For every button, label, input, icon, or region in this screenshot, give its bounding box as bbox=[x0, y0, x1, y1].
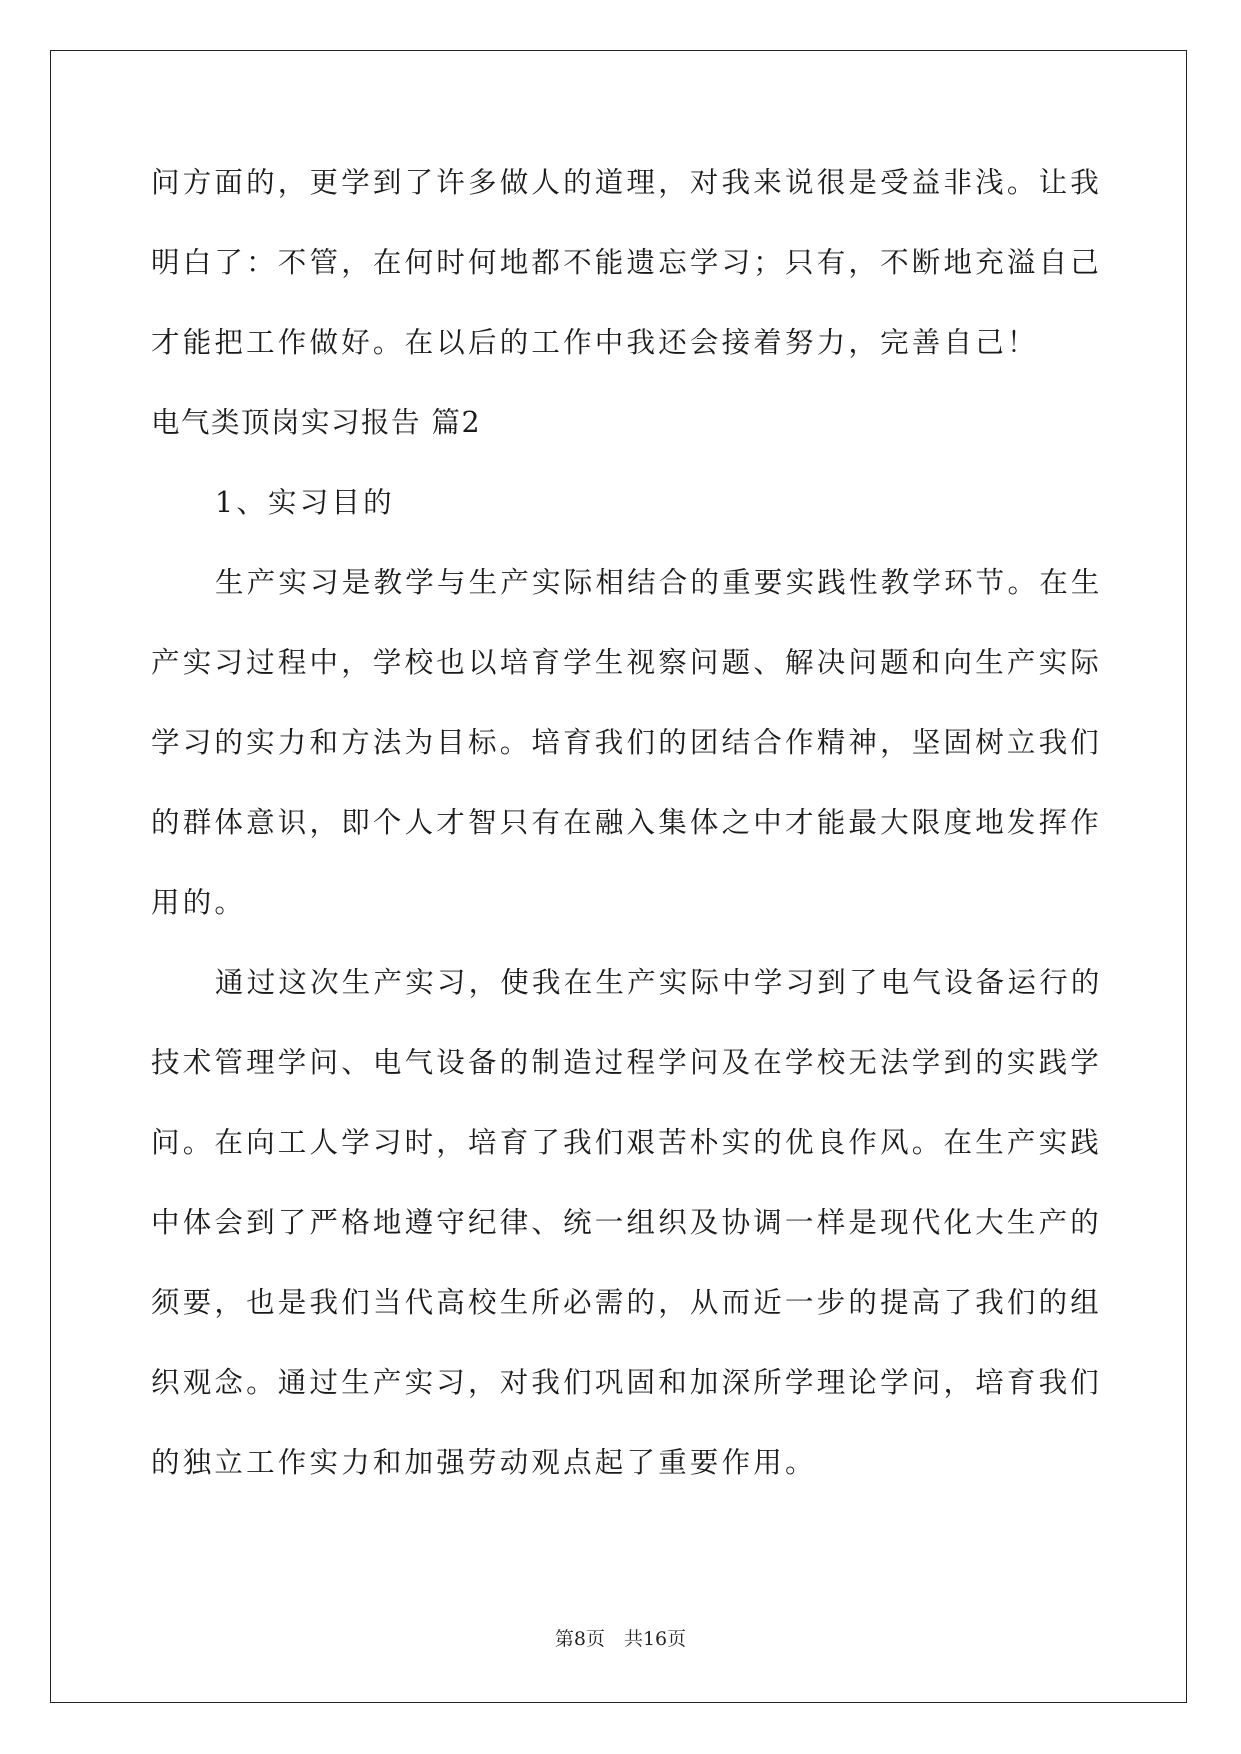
subsection-heading: 1、实习目的 bbox=[215, 486, 395, 519]
paragraph-line: 织观念。通过生产实习，对我们巩固和加深所学理论学问，培育我们 bbox=[151, 1366, 1103, 1399]
paragraph-line: 技术管理学问、电气设备的制造过程学问及在学校无法学到的实践学 bbox=[151, 1046, 1103, 1079]
paragraph-line: 用的。 bbox=[151, 886, 247, 919]
page-number-footer: 第8页 共16页 bbox=[554, 1628, 687, 1650]
section-heading: 电气类顶岗实习报告 篇2 bbox=[151, 406, 482, 439]
paragraph-line: 中体会到了严格地遵守纪律、统一组织及协调一样是现代化大生产的 bbox=[151, 1206, 1103, 1239]
paragraph-line: 问。在向工人学习时，培育了我们艰苦朴实的优良作风。在生产实践 bbox=[151, 1126, 1103, 1159]
paragraph-line: 才能把工作做好。在以后的工作中我还会接着努力，完善自己！ bbox=[151, 326, 1039, 359]
paragraph-line: 学习的实力和方法为目标。培育我们的团结合作精神，坚固树立我们 bbox=[151, 726, 1103, 759]
paragraph-line: 的群体意识，即个人才智只有在融入集体之中才能最大限度地发挥作 bbox=[151, 806, 1103, 839]
paragraph-line: 生产实习是教学与生产实际相结合的重要实践性教学环节。在生 bbox=[215, 566, 1103, 599]
paragraph-line: 产实习过程中，学校也以培育学生视察问题、解决问题和向生产实际 bbox=[151, 646, 1103, 679]
document-body bbox=[151, 163, 1103, 1483]
paragraph-line: 须要，也是我们当代高校生所必需的，从而近一步的提高了我们的组 bbox=[151, 1286, 1103, 1319]
paragraph-line: 问方面的，更学到了许多做人的道理，对我来说很是受益非浅。让我 bbox=[151, 166, 1103, 199]
paragraph-line: 的独立工作实力和加强劳动观点起了重要作用。 bbox=[151, 1446, 817, 1479]
paragraph-line: 明白了：不管，在何时何地都不能遗忘学习；只有，不断地充溢自己 bbox=[151, 246, 1103, 279]
paragraph-line: 通过这次生产实习，使我在生产实际中学习到了电气设备运行的 bbox=[215, 966, 1103, 999]
